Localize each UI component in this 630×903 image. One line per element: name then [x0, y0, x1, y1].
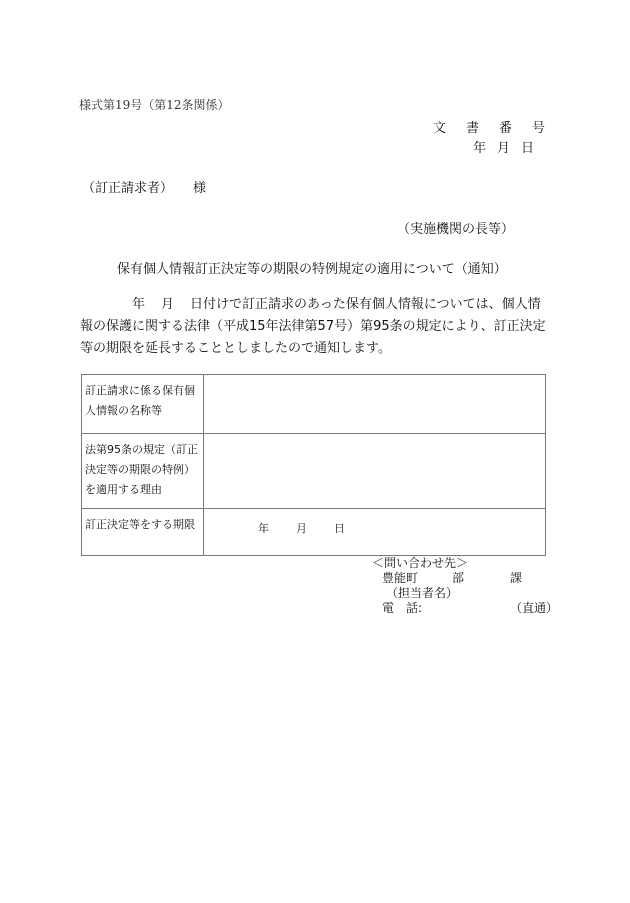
doc-number-char: 号 — [532, 121, 546, 136]
table-row — [82, 434, 546, 509]
contact-department: 部 — [452, 571, 465, 585]
contact-phone-line — [372, 601, 558, 616]
addressee — [82, 177, 206, 196]
info-table — [81, 374, 546, 556]
row-label-info-name: 訂正請求に係る保有個人情報の名称等 — [82, 375, 204, 434]
table-row — [82, 375, 546, 434]
form-number: 様式第19号（第12条関係） — [79, 98, 230, 112]
addressee-label: （訂正請求者） — [82, 181, 174, 196]
body-text — [80, 294, 550, 360]
addressee-honorific: 様 — [193, 181, 207, 196]
row-value-deadline[interactable] — [204, 509, 546, 556]
row-value-reason[interactable] — [204, 434, 546, 509]
date-day: 日 — [521, 141, 535, 156]
row-label-reason: 法第95条の規定（訂正決定等の期限の特例）を適用する理由 — [82, 434, 204, 509]
body-year: 年 — [132, 297, 146, 312]
deadline-day: 日 — [334, 522, 345, 535]
deadline-year: 年 — [258, 522, 269, 535]
document-title: 保有個人情報訂正決定等の期限の特例規定の適用について（通知） — [117, 262, 507, 277]
body-line-1 — [80, 294, 550, 316]
row-value-info-name[interactable] — [204, 375, 546, 434]
contact-person: （担当者名） — [386, 586, 459, 600]
body-line-1-rest: 日付けで訂正請求のあった保有個人情報については、個人情 — [190, 297, 541, 312]
table-row — [82, 509, 546, 556]
deadline-month: 月 — [296, 522, 307, 535]
sender: （実施機関の長等） — [397, 222, 515, 237]
document-number-label — [433, 117, 565, 136]
body-line-2: 報の保護に関する法律（平成15年法律第57号）第95条の規定により、訂正決定 — [80, 319, 546, 334]
body-month: 月 — [161, 297, 175, 312]
row-label-deadline: 訂正決定等をする期限 — [82, 509, 204, 556]
contact-department-line — [372, 571, 558, 586]
doc-number-char: 番 — [499, 121, 513, 136]
date-year: 年 — [473, 141, 487, 156]
date-month: 月 — [497, 141, 511, 156]
contact-section: 課 — [510, 571, 523, 585]
contact-heading: ＜問い合わせ先＞ — [372, 556, 469, 570]
contact-phone-note: （直通） — [510, 601, 559, 615]
contact-block — [372, 556, 558, 616]
body-line-3: 等の期限を延長することとしましたので通知します。 — [80, 341, 391, 356]
doc-number-char: 書 — [466, 121, 480, 136]
contact-town: 豊能町 — [382, 571, 419, 585]
contact-phone-label: 電 話: — [382, 601, 423, 615]
doc-number-char: 文 — [433, 121, 447, 136]
document-date — [473, 137, 545, 156]
deadline-date — [204, 509, 545, 536]
